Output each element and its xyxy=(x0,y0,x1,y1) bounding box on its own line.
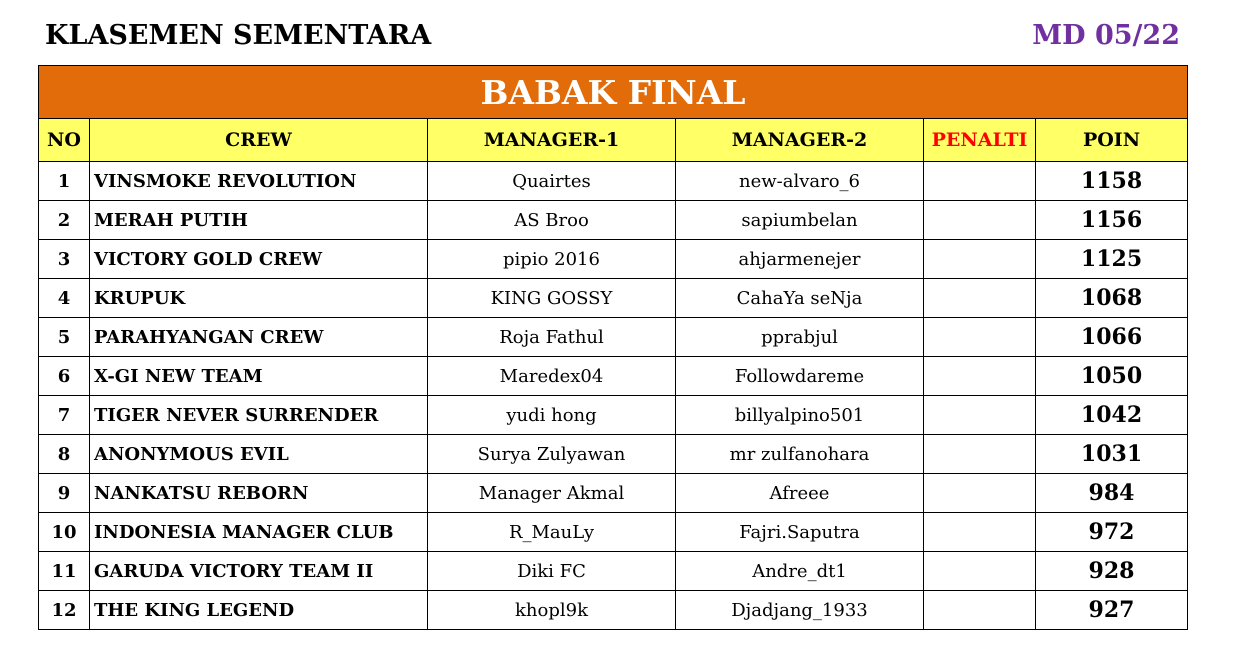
manager-2-name: new-alvaro_6 xyxy=(676,162,924,201)
penalti-value xyxy=(924,591,1036,630)
row-number: 9 xyxy=(39,474,90,513)
row-number: 1 xyxy=(39,162,90,201)
row-number: 11 xyxy=(39,552,90,591)
crew-name: X-GI NEW TEAM xyxy=(90,357,428,396)
row-number: 10 xyxy=(39,513,90,552)
poin-value: 1050 xyxy=(1036,357,1188,396)
table-row xyxy=(39,240,1188,279)
table-row xyxy=(39,279,1188,318)
table-row xyxy=(39,435,1188,474)
table-row xyxy=(39,552,1188,591)
penalti-value xyxy=(924,552,1036,591)
manager-2-name: sapiumbelan xyxy=(676,201,924,240)
row-number: 3 xyxy=(39,240,90,279)
manager-1-name: Roja Fathul xyxy=(428,318,676,357)
crew-name: THE KING LEGEND xyxy=(90,591,428,630)
manager-1-name: AS Broo xyxy=(428,201,676,240)
table-row xyxy=(39,591,1188,630)
penalti-value xyxy=(924,474,1036,513)
manager-1-name: pipio 2016 xyxy=(428,240,676,279)
poin-value: 1158 xyxy=(1036,162,1188,201)
poin-value: 1066 xyxy=(1036,318,1188,357)
crew-name: PARAHYANGAN CREW xyxy=(90,318,428,357)
manager-2-name: Afreee xyxy=(676,474,924,513)
manager-2-name: Followdareme xyxy=(676,357,924,396)
manager-1-name: khopl9k xyxy=(428,591,676,630)
table-row xyxy=(39,201,1188,240)
header-row xyxy=(39,119,1188,162)
crew-name: VINSMOKE REVOLUTION xyxy=(90,162,428,201)
penalti-value xyxy=(924,201,1036,240)
manager-2-name: Djadjang_1933 xyxy=(676,591,924,630)
crew-name: NANKATSU REBORN xyxy=(90,474,428,513)
manager-1-name: yudi hong xyxy=(428,396,676,435)
column-header-manager-2: MANAGER-2 xyxy=(676,119,924,162)
penalti-value xyxy=(924,318,1036,357)
poin-value: 1031 xyxy=(1036,435,1188,474)
poin-value: 972 xyxy=(1036,513,1188,552)
manager-1-name: R_MauLy xyxy=(428,513,676,552)
poin-value: 1125 xyxy=(1036,240,1188,279)
table-row xyxy=(39,357,1188,396)
poin-value: 928 xyxy=(1036,552,1188,591)
row-number: 5 xyxy=(39,318,90,357)
manager-2-name: Andre_dt1 xyxy=(676,552,924,591)
banner-row xyxy=(39,66,1188,119)
matchday-code: MD 05/22 xyxy=(1032,20,1180,51)
manager-1-name: KING GOSSY xyxy=(428,279,676,318)
poin-value: 984 xyxy=(1036,474,1188,513)
crew-name: VICTORY GOLD CREW xyxy=(90,240,428,279)
round-banner: BABAK FINAL xyxy=(39,66,1188,119)
crew-name: MERAH PUTIH xyxy=(90,201,428,240)
column-header-penalti: PENALTI xyxy=(924,119,1036,162)
penalti-value xyxy=(924,396,1036,435)
row-number: 4 xyxy=(39,279,90,318)
manager-1-name: Quairtes xyxy=(428,162,676,201)
table-row xyxy=(39,162,1188,201)
manager-2-name: Fajri.Saputra xyxy=(676,513,924,552)
row-number: 6 xyxy=(39,357,90,396)
manager-1-name: Surya Zulyawan xyxy=(428,435,676,474)
table-body xyxy=(39,162,1188,630)
table-row xyxy=(39,513,1188,552)
table-row xyxy=(39,318,1188,357)
column-header-no: NO xyxy=(39,119,90,162)
manager-2-name: CahaYa seNja xyxy=(676,279,924,318)
page-title: KLASEMEN SEMENTARA xyxy=(45,20,432,51)
row-number: 12 xyxy=(39,591,90,630)
crew-name: KRUPUK xyxy=(90,279,428,318)
penalti-value xyxy=(924,162,1036,201)
row-number: 7 xyxy=(39,396,90,435)
column-header-manager-1: MANAGER-1 xyxy=(428,119,676,162)
penalti-value xyxy=(924,279,1036,318)
poin-value: 1068 xyxy=(1036,279,1188,318)
penalti-value xyxy=(924,357,1036,396)
manager-2-name: mr zulfanohara xyxy=(676,435,924,474)
manager-2-name: pprabjul xyxy=(676,318,924,357)
table-row xyxy=(39,396,1188,435)
penalti-value xyxy=(924,435,1036,474)
manager-2-name: billyalpino501 xyxy=(676,396,924,435)
column-header-crew: CREW xyxy=(90,119,428,162)
table-row xyxy=(39,474,1188,513)
manager-1-name: Manager Akmal xyxy=(428,474,676,513)
manager-1-name: Maredex04 xyxy=(428,357,676,396)
poin-value: 927 xyxy=(1036,591,1188,630)
row-number: 8 xyxy=(39,435,90,474)
poin-value: 1156 xyxy=(1036,201,1188,240)
penalti-value xyxy=(924,240,1036,279)
crew-name: ANONYMOUS EVIL xyxy=(90,435,428,474)
standings-table xyxy=(38,65,1188,630)
crew-name: INDONESIA MANAGER CLUB xyxy=(90,513,428,552)
row-number: 2 xyxy=(39,201,90,240)
penalti-value xyxy=(924,513,1036,552)
poin-value: 1042 xyxy=(1036,396,1188,435)
crew-name: GARUDA VICTORY TEAM II xyxy=(90,552,428,591)
manager-2-name: ahjarmenejer xyxy=(676,240,924,279)
column-header-poin: POIN xyxy=(1036,119,1188,162)
crew-name: TIGER NEVER SURRENDER xyxy=(90,396,428,435)
manager-1-name: Diki FC xyxy=(428,552,676,591)
